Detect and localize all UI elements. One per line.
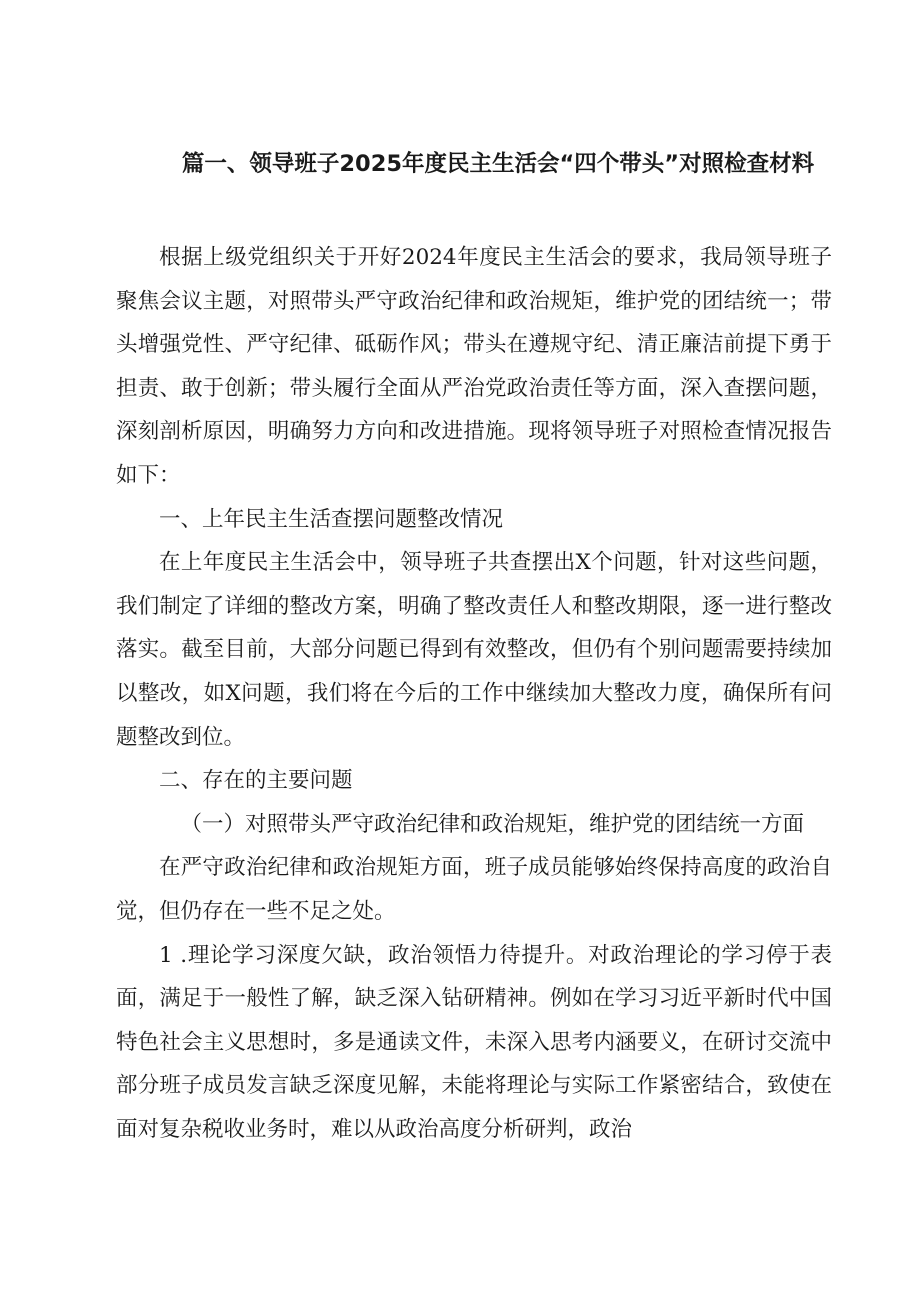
subsection-1-paragraph: 在严守政治纪律和政治规矩方面，班子成员能够始终保持高度的政治自觉，但仍存在一些不足之处。 [116,855,832,924]
document-body [116,236,832,1151]
intro-paragraph: 根据上级党组织关于开好2024年度民主生活会的要求，我局领导班子聚焦会议主题，对照带头严守政治纪律和政治规矩，维护党的团结统一；带头增强党性、严守纪律、砥砺作风；带头在遵规守纪、清正廉洁前提下勇于担责、敢于创新；带头履行全面从严治党政治责任等方面，深入查摆问题，深刻剖析原因，明确努力方向和改进措施。现将领导班子对照检查情况报告如下： [116,245,832,488]
section-1-paragraph: 在上年度民主生活会中，领导班子共查摆出X个问题，针对这些问题，我们制定了详细的整改方案，明确了整改责任人和整改期限，逐一进行整改落实。截至目前，大部分问题已得到有效整改，但仍有个别问题需要持续加以整改，如X问题，我们将在今后的工作中继续加大整改力度，确保所有问题整改到位。 [116,550,832,750]
item-1-paragraph: 1 .理论学习深度欠缺，政治领悟力待提升。对政治理论的学习停于表面，满足于一般性了解，缺乏深入钻研精神。例如在学习习近平新时代中国特色社会主义思想时，多是通读文件，未深入思考内涵要义，在研讨交流中部分班子成员发言缺乏深度见解，未能将理论与实际工作紧密结合，致使在面对复杂税收业务时，难以从政治高度分析研判，政治 [116,942,832,1142]
document-title: 篇一、领导班子2025年度民主生活会“四个带头”对照检查材料 [181,151,815,177]
subsection-heading-1: （一）对照带头严守政治纪律和政治规矩，维护党的团结统一方面 [180,811,805,837]
section-heading-2: 二、存在的主要问题 [159,768,353,794]
section-heading-1: 一、上年民主生活查摆问题整改情况 [159,506,504,532]
